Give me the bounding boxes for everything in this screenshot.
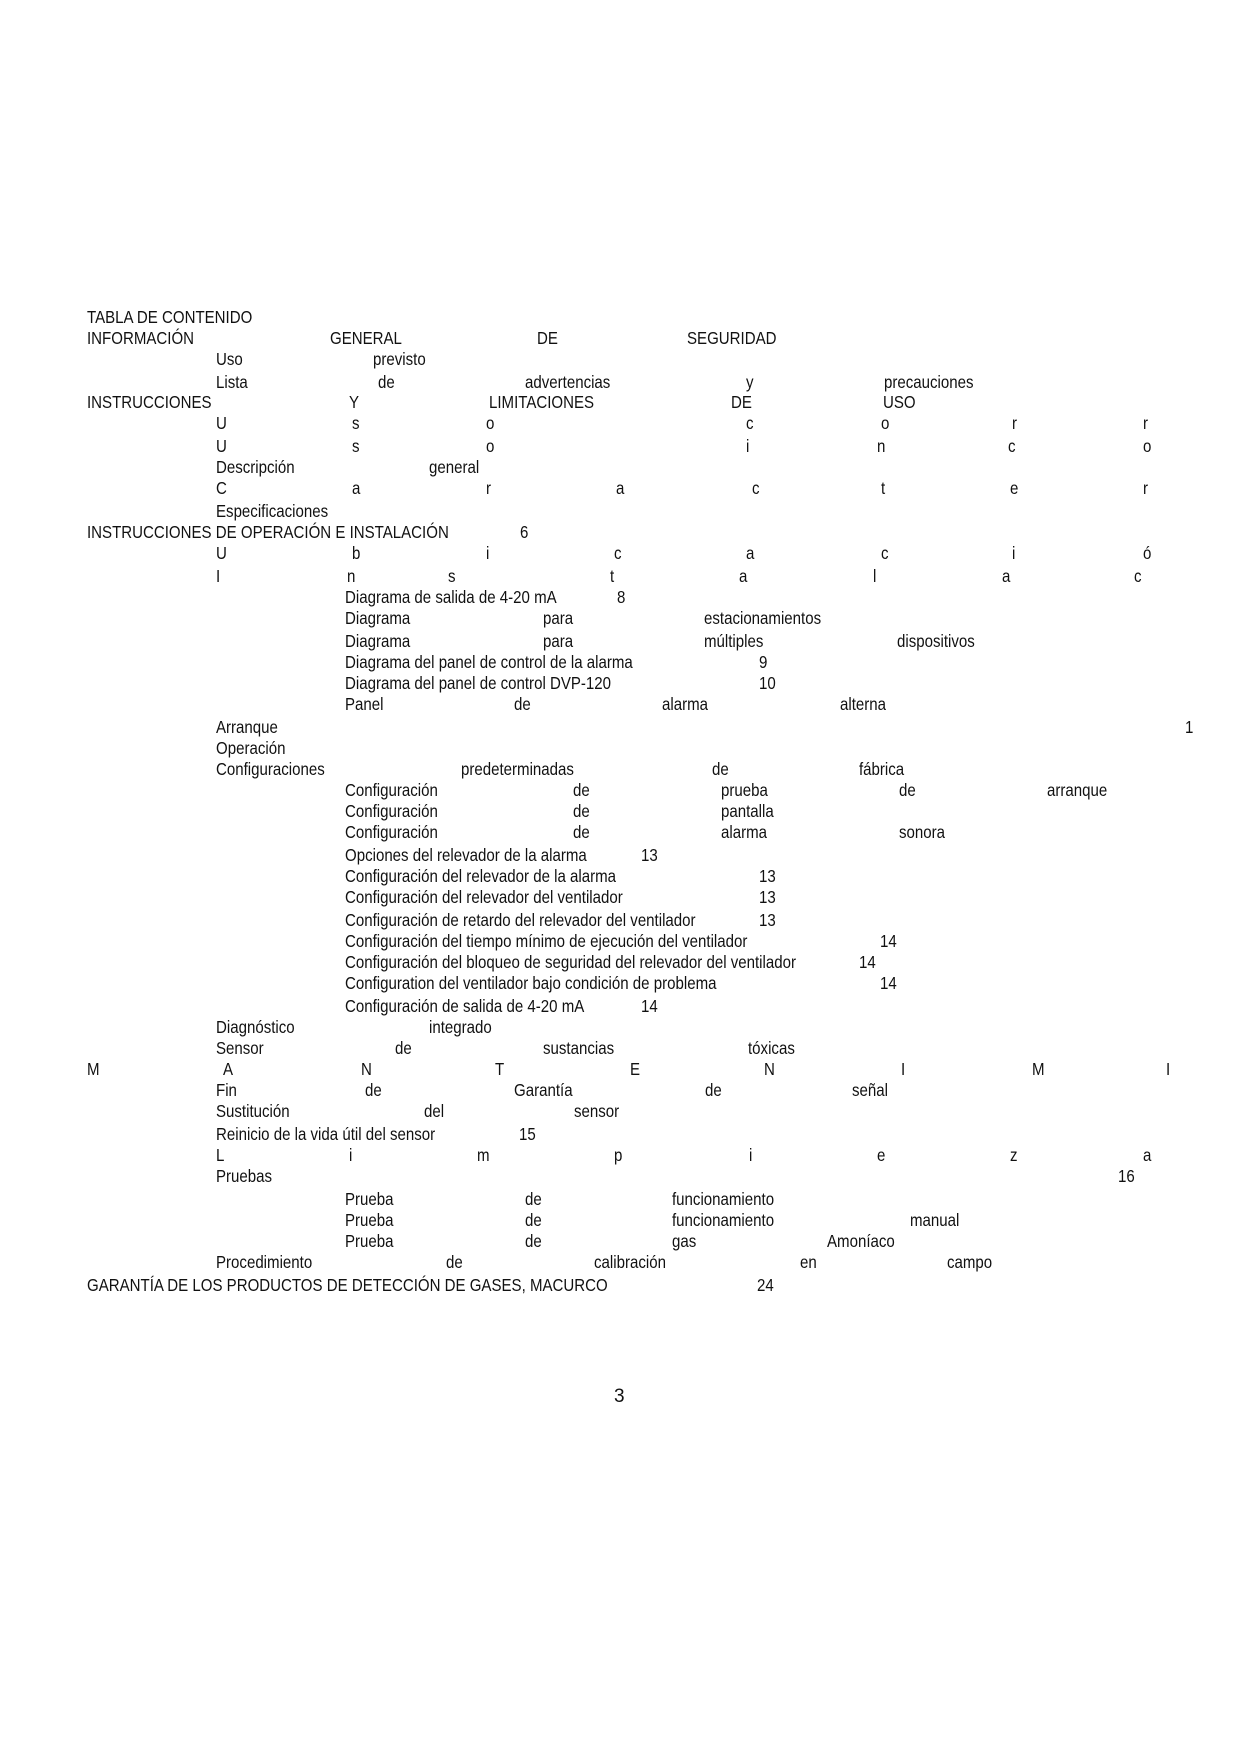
toc-entry-fragment: del <box>424 1101 445 1121</box>
toc-entry-fragment: T <box>495 1059 505 1079</box>
toc-entry-fragment: c <box>881 543 889 563</box>
toc-entry-fragment: z <box>1010 1145 1018 1165</box>
toc-entry-fragment: o <box>486 436 495 456</box>
toc-entry-text: Configuración del relevador de la alarma <box>345 866 617 886</box>
toc-entry-fragment: para <box>543 608 574 628</box>
toc-entry-fragment: i <box>1012 543 1016 563</box>
toc-entry-fragment: de <box>573 780 590 800</box>
toc-entry-fragment: fábrica <box>859 759 905 779</box>
toc-entry-text: Lista <box>216 372 248 392</box>
toc-entry-fragment: 10 <box>759 673 776 693</box>
toc-entry-fragment: de <box>573 801 590 821</box>
toc-entry-fragment: M <box>1032 1059 1045 1079</box>
toc-entry-fragment: de <box>525 1210 542 1230</box>
toc-entry-fragment: a <box>1143 1145 1152 1165</box>
toc-entry-fragment: 13 <box>759 910 776 930</box>
toc-entry-text: Configuración de salida de 4-20 mA <box>345 996 585 1016</box>
toc-entry-text: Diagrama de salida de 4-20 mA <box>345 587 557 607</box>
toc-entry-fragment: s <box>352 436 360 456</box>
toc-entry-fragment: Y <box>349 392 360 412</box>
toc-entry-text: GARANTÍA DE LOS PRODUCTOS DE DETECCIÓN DE GASES, MACURCO <box>87 1275 608 1295</box>
toc-entry-fragment: Amoníaco <box>827 1231 895 1251</box>
toc-entry-fragment: 14 <box>641 996 658 1016</box>
toc-entry-fragment: de <box>365 1080 382 1100</box>
toc-entry-fragment: r <box>1143 413 1149 433</box>
toc-entry-fragment: advertencias <box>525 372 611 392</box>
toc-entry-text: U <box>216 436 227 456</box>
toc-entry-fragment: 1 <box>1185 717 1194 737</box>
toc-entry-fragment: A <box>223 1059 234 1079</box>
toc-entry-fragment: estacionamientos <box>704 608 822 628</box>
toc-entry-fragment: de <box>378 372 395 392</box>
toc-entry-fragment: precauciones <box>884 372 974 392</box>
toc-entry-fragment: LIMITACIONES <box>489 392 595 412</box>
toc-entry-fragment: 13 <box>759 866 776 886</box>
toc-entry-fragment: 6 <box>520 522 529 542</box>
toc-entry-fragment: previsto <box>373 349 426 369</box>
toc-entry-text: Sustitución <box>216 1101 290 1121</box>
toc-entry-fragment: i <box>746 436 750 456</box>
toc-entry-fragment: a <box>616 478 625 498</box>
toc-entry-fragment: DE <box>731 392 752 412</box>
toc-entry-fragment: l <box>873 566 877 586</box>
toc-entry-fragment: t <box>881 478 886 498</box>
toc-entry-fragment: de <box>525 1231 542 1251</box>
toc-entry-text: C <box>216 478 227 498</box>
toc-entry-fragment: sonora <box>899 822 946 842</box>
toc-entry-fragment: ó <box>1143 543 1152 563</box>
toc-entry-fragment: de <box>899 780 916 800</box>
toc-entry-fragment: 9 <box>759 652 768 672</box>
toc-entry-fragment: tóxicas <box>748 1038 795 1058</box>
toc-entry-text: Diagnóstico <box>216 1017 295 1037</box>
toc-entry-fragment: de <box>712 759 729 779</box>
toc-entry-fragment: a <box>746 543 755 563</box>
toc-entry-text: Prueba <box>345 1210 394 1230</box>
toc-entry-fragment: de <box>395 1038 412 1058</box>
toc-entry-fragment: 16 <box>1118 1166 1135 1186</box>
toc-entry-fragment: s <box>352 413 360 433</box>
toc-entry-fragment: E <box>630 1059 641 1079</box>
toc-entry-fragment: 24 <box>757 1275 774 1295</box>
toc-entry-fragment: pantalla <box>721 801 774 821</box>
toc-entry-fragment: alterna <box>840 694 887 714</box>
toc-entry-text: Prueba <box>345 1231 394 1251</box>
toc-entry-text: INFORMACIÓN <box>87 328 195 348</box>
toc-entry-fragment: I <box>901 1059 906 1079</box>
toc-entry-fragment: alarma <box>721 822 768 842</box>
toc-entry-fragment: funcionamiento <box>672 1210 775 1230</box>
page-number: 3 <box>614 1386 625 1407</box>
toc-entry-fragment: sustancias <box>543 1038 615 1058</box>
toc-entry-text: Prueba <box>345 1189 394 1209</box>
toc-entry-text: Configuraciones <box>216 759 325 779</box>
toc-entry-fragment: N <box>764 1059 775 1079</box>
toc-entry-fragment: de <box>446 1252 463 1272</box>
toc-entry-fragment: c <box>746 413 754 433</box>
toc-entry-text: Diagrama <box>345 608 411 628</box>
toc-entry-fragment: s <box>448 566 456 586</box>
toc-title: TABLA DE CONTENIDO <box>87 307 253 327</box>
toc-entry-fragment: c <box>1134 566 1142 586</box>
toc-entry-fragment: b <box>352 543 361 563</box>
toc-entry-fragment: manual <box>910 1210 960 1230</box>
toc-entry-text: Configuración <box>345 780 438 800</box>
toc-entry-text: Sensor <box>216 1038 264 1058</box>
toc-entry-text: Especificaciones <box>216 501 329 521</box>
toc-entry-text: Reinicio de la vida útil del sensor <box>216 1124 436 1144</box>
toc-entry-text: Panel <box>345 694 384 714</box>
toc-entry-fragment: 8 <box>617 587 626 607</box>
toc-entry-fragment: m <box>477 1145 490 1165</box>
toc-entry-text: U <box>216 413 227 433</box>
toc-entry-text: INSTRUCCIONES DE OPERACIÓN E INSTALACIÓN <box>87 522 449 542</box>
toc-entry-fragment: gas <box>672 1231 697 1251</box>
toc-entry-text: I <box>216 566 221 586</box>
toc-entry-fragment: c <box>1008 436 1016 456</box>
toc-entry-fragment: campo <box>947 1252 993 1272</box>
toc-entry-text: INSTRUCCIONES <box>87 392 212 412</box>
toc-entry-fragment: de <box>573 822 590 842</box>
toc-entry-fragment: n <box>347 566 356 586</box>
toc-entry-fragment: para <box>543 631 574 651</box>
toc-entry-fragment: e <box>877 1145 886 1165</box>
toc-entry-fragment: calibración <box>594 1252 666 1272</box>
toc-entry-fragment: r <box>1143 478 1149 498</box>
toc-entry-text: Diagrama <box>345 631 411 651</box>
toc-entry-text: Diagrama del panel de control DVP-120 <box>345 673 612 693</box>
toc-entry-fragment: o <box>881 413 890 433</box>
toc-entry-fragment: predeterminadas <box>461 759 574 779</box>
toc-entry-text: Configuración del relevador del ventilador <box>345 887 623 907</box>
toc-entry-fragment: 14 <box>880 931 897 951</box>
toc-entry-fragment: prueba <box>721 780 768 800</box>
toc-entry-fragment: general <box>429 457 480 477</box>
toc-entry-fragment: 13 <box>759 887 776 907</box>
toc-entry-fragment: p <box>614 1145 623 1165</box>
toc-entry-fragment: r <box>486 478 492 498</box>
toc-entry-fragment: sensor <box>574 1101 620 1121</box>
toc-entry-fragment: señal <box>852 1080 888 1100</box>
toc-entry-fragment: i <box>486 543 490 563</box>
toc-entry-fragment: o <box>486 413 495 433</box>
toc-entry-text: Configuración del tiempo mínimo de ejecución del ventilador <box>345 931 748 951</box>
toc-entry-fragment: de <box>525 1189 542 1209</box>
toc-entry-fragment: y <box>746 372 754 392</box>
toc-entry-fragment: c <box>614 543 622 563</box>
toc-entry-text: Opciones del relevador de la alarma <box>345 845 587 865</box>
toc-entry-fragment: arranque <box>1047 780 1108 800</box>
toc-entry-text: Diagrama del panel de control de la alarma <box>345 652 633 672</box>
toc-entry-text: Descripción <box>216 457 295 477</box>
toc-entry-fragment: a <box>1002 566 1011 586</box>
toc-entry-fragment: funcionamiento <box>672 1189 775 1209</box>
toc-entry-fragment: alarma <box>662 694 709 714</box>
toc-entry-fragment: múltiples <box>704 631 764 651</box>
toc-entry-fragment: I <box>1166 1059 1171 1079</box>
toc-entry-fragment: integrado <box>429 1017 492 1037</box>
toc-entry-fragment: dispositivos <box>897 631 975 651</box>
toc-entry-text: Uso <box>216 349 243 369</box>
toc-entry-text: Procedimiento <box>216 1252 313 1272</box>
toc-entry-fragment: Garantía <box>514 1080 573 1100</box>
toc-entry-text: Configuration del ventilador bajo condición de problema <box>345 973 717 993</box>
toc-entry-fragment: DE <box>537 328 558 348</box>
toc-entry-fragment: r <box>1012 413 1018 433</box>
toc-entry-fragment: 13 <box>641 845 658 865</box>
toc-entry-fragment: 14 <box>859 952 876 972</box>
toc-entry-fragment: o <box>1143 436 1152 456</box>
toc-entry-fragment: de <box>705 1080 722 1100</box>
toc-entry-fragment: a <box>739 566 748 586</box>
toc-entry-fragment: N <box>361 1059 372 1079</box>
toc-entry-text: Operación <box>216 738 286 758</box>
toc-entry-fragment: 14 <box>880 973 897 993</box>
toc-entry-fragment: n <box>877 436 886 456</box>
toc-entry-fragment: e <box>1010 478 1019 498</box>
toc-entry-fragment: i <box>749 1145 753 1165</box>
toc-entry-fragment: a <box>352 478 361 498</box>
toc-entry-fragment: de <box>514 694 531 714</box>
toc-entry-fragment: c <box>752 478 760 498</box>
toc-entry-text: Configuración de retardo del relevador del ventilador <box>345 910 696 930</box>
toc-entry-text: Configuración del bloqueo de seguridad del relevador del ventilador <box>345 952 796 972</box>
toc-entry-text: U <box>216 543 227 563</box>
toc-entry-text: M <box>87 1059 100 1079</box>
toc-entry-fragment: en <box>800 1252 817 1272</box>
toc-entry-fragment: USO <box>883 392 916 412</box>
toc-entry-text: Pruebas <box>216 1166 273 1186</box>
toc-entry-text: Configuración <box>345 801 438 821</box>
toc-entry-fragment: SEGURIDAD <box>687 328 777 348</box>
toc-entry-text: L <box>216 1145 225 1165</box>
toc-entry-fragment: t <box>610 566 615 586</box>
toc-entry-text: Arranque <box>216 717 278 737</box>
toc-entry-text: Configuración <box>345 822 438 842</box>
toc-entry-fragment: GENERAL <box>330 328 402 348</box>
toc-entry-fragment: 15 <box>519 1124 536 1144</box>
toc-entry-text: Fin <box>216 1080 237 1100</box>
toc-entry-fragment: i <box>349 1145 353 1165</box>
